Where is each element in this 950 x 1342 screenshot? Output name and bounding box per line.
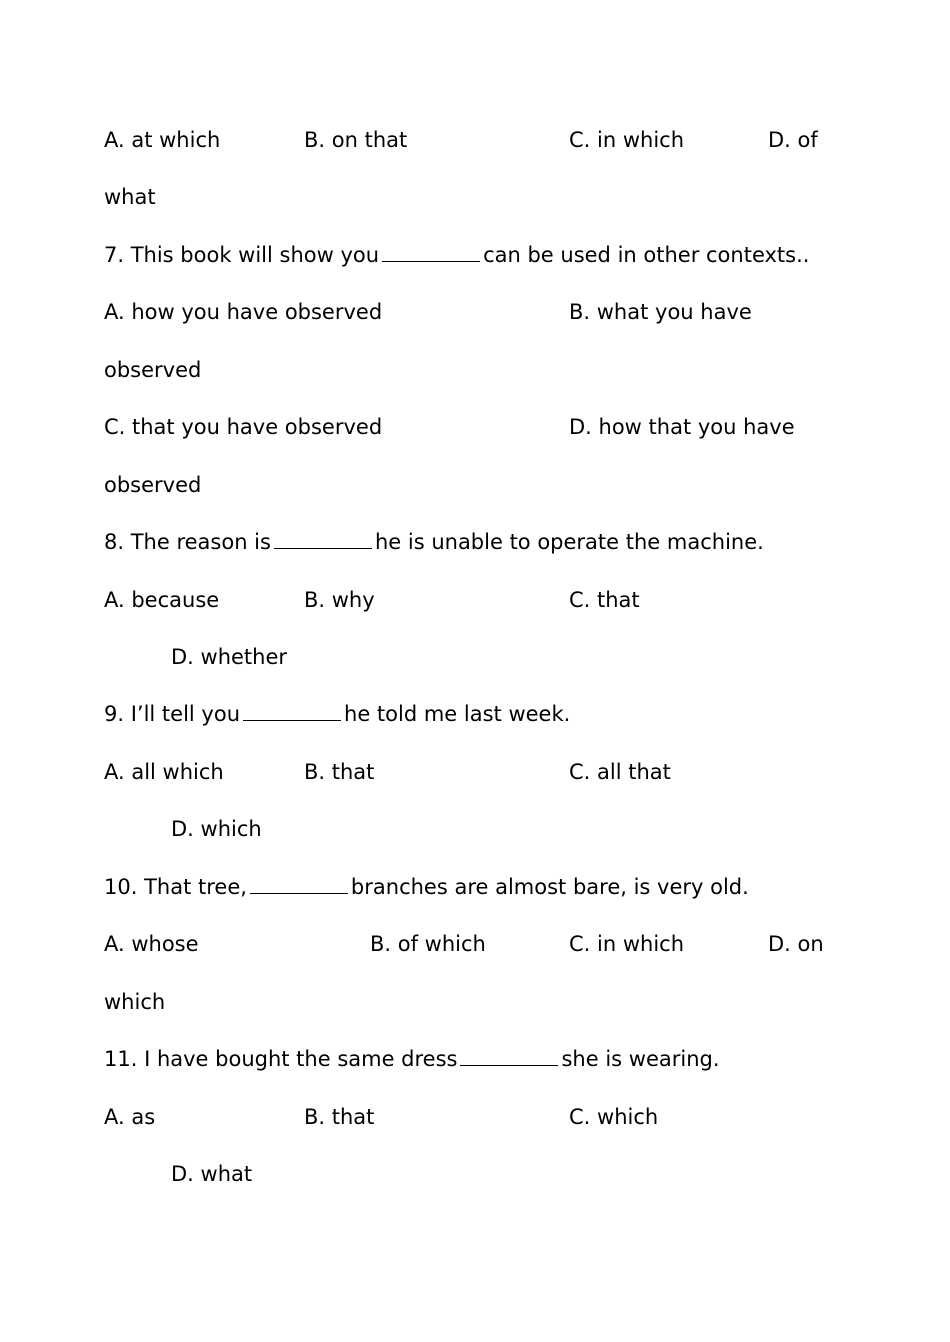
q7-option-b: B. what you have	[569, 300, 752, 324]
q8-option-c: C. that	[569, 588, 640, 612]
q7-option-a: A. how you have observed	[104, 300, 383, 324]
q11-stem-after: she is wearing.	[561, 1047, 720, 1071]
q10-stem-after: branches are almost bare, is very old.	[350, 875, 749, 899]
q11-stem	[104, 1045, 720, 1073]
q8-option-d: D. whether	[171, 645, 288, 669]
q11-option-a: A. as	[104, 1105, 156, 1129]
q8-blank	[274, 528, 372, 549]
q7-blank	[382, 241, 480, 262]
q7-stem-before: 7. This book will show you	[104, 243, 380, 267]
q9-option-b: B. that	[304, 760, 375, 784]
q6-option-b: B. on that	[304, 128, 408, 152]
q6-option-d-continued: what	[104, 185, 156, 209]
q11-blank	[460, 1045, 558, 1066]
q6-option-c: C. in which	[569, 128, 685, 152]
q8-stem-after: he is unable to operate the machine.	[374, 530, 764, 554]
q9-option-a: A. all which	[104, 760, 224, 784]
q6-option-d: D. of	[768, 128, 818, 152]
q8-option-a: A. because	[104, 588, 220, 612]
q10-option-b: B. of which	[370, 932, 486, 956]
q10-option-a: A. whose	[104, 932, 199, 956]
q10-stem-before: 10. That tree,	[104, 875, 247, 899]
q8-option-b: B. why	[304, 588, 375, 612]
q7-stem	[104, 241, 809, 269]
q10-blank	[250, 873, 348, 894]
q7-stem-after: can be used in other contexts..	[483, 243, 810, 267]
q8-stem-before: 8. The reason is	[104, 530, 271, 554]
q8-stem	[104, 528, 764, 556]
q11-option-d: D. what	[171, 1162, 253, 1186]
q10-option-d: D. on	[768, 932, 824, 956]
q10-option-c: C. in which	[569, 932, 685, 956]
q9-blank	[243, 700, 341, 721]
q9-stem-before: 9. I’ll tell you	[104, 702, 241, 726]
q10-stem	[104, 873, 749, 901]
q10-option-d-continued: which	[104, 990, 166, 1014]
q11-option-b: B. that	[304, 1105, 375, 1129]
q11-stem-before: 11. I have bought the same dress	[104, 1047, 458, 1071]
q11-option-c: C. which	[569, 1105, 659, 1129]
q9-option-c: C. all that	[569, 760, 671, 784]
q7-option-c: C. that you have observed	[104, 415, 383, 439]
q9-option-d: D. which	[171, 817, 262, 841]
q7-option-b-continued: observed	[104, 358, 202, 382]
q9-stem-after: he told me last week.	[344, 702, 571, 726]
q7-option-d-continued: observed	[104, 473, 202, 497]
q7-option-d: D. how that you have	[569, 415, 795, 439]
q9-stem	[104, 700, 570, 728]
q6-option-a: A. at which	[104, 128, 221, 152]
